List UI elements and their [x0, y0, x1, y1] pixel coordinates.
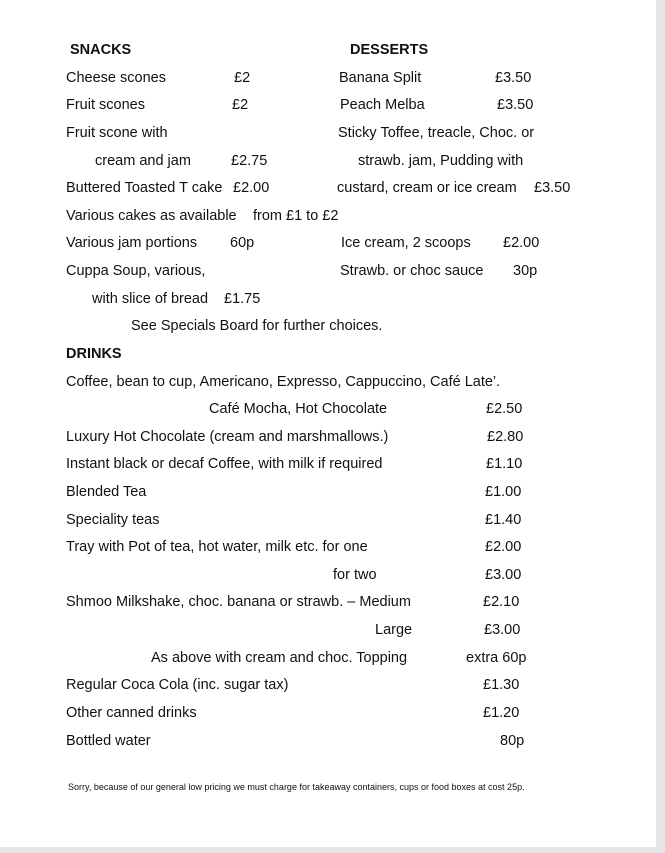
drink-price: £1.20 — [483, 705, 520, 721]
dessert-price: £2.00 — [503, 235, 540, 251]
snack-price: £2.75 — [231, 153, 268, 169]
dessert-price: £3.50 — [497, 97, 534, 113]
drink-label: Other canned drinks — [66, 705, 197, 721]
dessert-price: 30p — [513, 263, 538, 279]
dessert-label: Banana Split — [339, 70, 422, 86]
snack-price: £2 — [234, 70, 251, 86]
snack-label: Buttered Toasted T cake — [66, 180, 223, 196]
drink-label: Large — [375, 622, 413, 638]
drink-price: £1.10 — [486, 456, 523, 472]
drink-label: for two — [333, 567, 377, 583]
dessert-price: £3.50 — [534, 180, 571, 196]
snack-label: Fruit scones — [66, 97, 145, 113]
snack-price: 60p — [230, 235, 255, 251]
drink-price: £2.50 — [486, 401, 523, 417]
drink-label: Tray with Pot of tea, hot water, milk etc. for one — [66, 539, 368, 555]
snack-label-continued: cream and jam — [95, 153, 191, 169]
drink-price: £1.30 — [483, 677, 520, 693]
snack-price: from £1 to £2 — [253, 208, 339, 224]
snack-price: £2.00 — [233, 180, 270, 196]
snack-label: Various jam portions — [66, 235, 198, 251]
drink-label: Regular Coca Cola (inc. sugar tax) — [66, 677, 289, 693]
desserts-heading: DESSERTS — [350, 42, 429, 58]
drink-price: £3.00 — [484, 622, 521, 638]
drink-label: Bottled water — [66, 733, 151, 749]
snack-label-continued: with slice of bread — [92, 291, 209, 307]
drink-price: 80p — [500, 733, 525, 749]
dessert-label: Strawb. or choc sauce — [340, 263, 484, 279]
dessert-price: £3.50 — [495, 70, 532, 86]
drink-label: Speciality teas — [66, 512, 160, 528]
drink-label: Shmoo Milkshake, choc. banana or strawb. – Medium — [66, 594, 411, 610]
drink-price: £3.00 — [485, 567, 522, 583]
snack-price: £2 — [232, 97, 249, 113]
footer-note: Sorry, because of our general low pricing we must charge for takeaway containers, cups or food boxes at cost 25p. — [68, 782, 525, 792]
drink-label: Coffee, bean to cup, Americano, Expresso, Cappuccino, Café Late’. — [66, 374, 501, 390]
dessert-label-continued: custard, cream or ice cream — [337, 180, 517, 196]
snack-label: Cheese scones — [66, 70, 166, 86]
dessert-label: Peach Melba — [340, 97, 425, 113]
drink-label: Instant black or decaf Coffee, with milk if required — [66, 456, 383, 472]
drink-price: £1.00 — [485, 484, 522, 500]
dessert-label-continued: strawb. jam, Pudding with — [358, 153, 524, 169]
drink-price: £1.40 — [485, 512, 522, 528]
snack-label: Various cakes as available — [66, 208, 237, 224]
dessert-label: Sticky Toffee, treacle, Choc. or — [338, 125, 535, 141]
drink-label: Blended Tea — [66, 484, 147, 500]
specials-note: See Specials Board for further choices. — [131, 318, 383, 334]
snack-price: £1.75 — [224, 291, 261, 307]
dessert-label: Ice cream, 2 scoops — [341, 235, 471, 251]
drinks-heading: DRINKS — [66, 346, 122, 362]
drink-price: £2.00 — [485, 539, 522, 555]
drink-label: As above with cream and choc. Topping — [151, 650, 408, 666]
snack-label: Cuppa Soup, various, — [66, 263, 206, 279]
snacks-heading: SNACKS — [70, 42, 132, 58]
drink-price: £2.80 — [487, 429, 524, 445]
drink-label-continued: Café Mocha, Hot Chocolate — [209, 401, 388, 417]
drink-price: £2.10 — [483, 594, 520, 610]
snack-label: Fruit scone with — [66, 125, 168, 141]
drink-label: Luxury Hot Chocolate (cream and marshmallows.) — [66, 429, 389, 445]
drink-price: extra 60p — [466, 650, 527, 666]
